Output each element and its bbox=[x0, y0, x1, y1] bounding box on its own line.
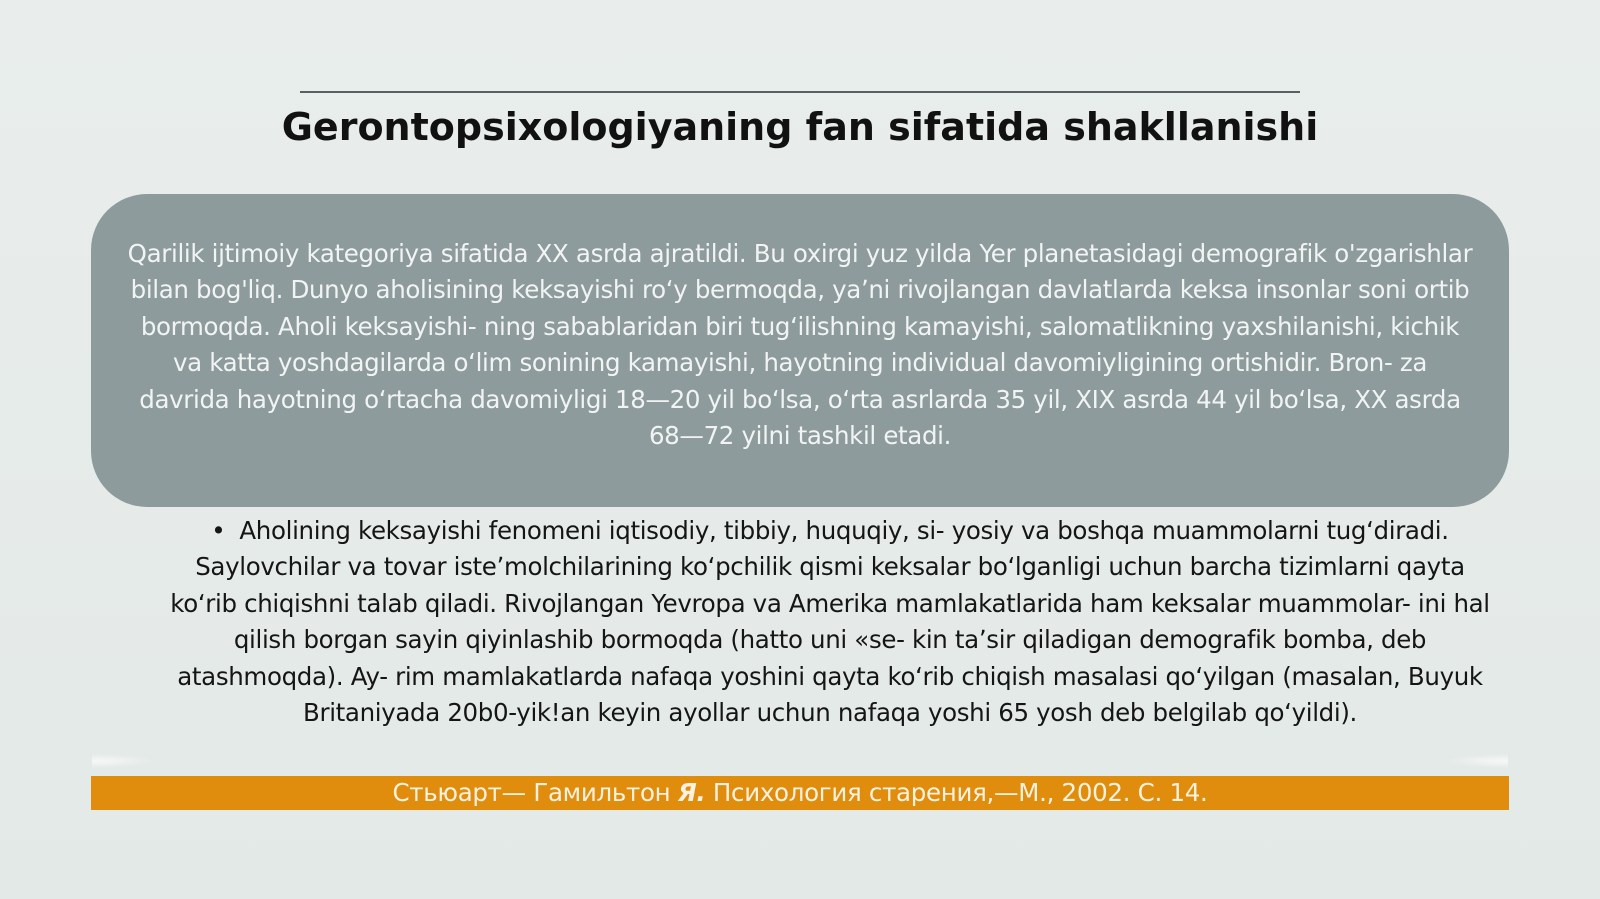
citation-initial: Я. bbox=[677, 778, 706, 807]
bullet-icon: • bbox=[211, 516, 226, 545]
citation-source: Психология старения,—М., 2002. С. 14. bbox=[705, 778, 1208, 807]
slide-title: Gerontopsixologiyaning fan sifatida shakllanishi bbox=[281, 105, 1319, 149]
bullet-text: Aholining keksayishi fenomeni iqtisodiy, tibbiy, huquqiy, si- yosiy va boshqa muammolarni tugʻdiradi. Saylovchilar va tovar isteʼmolchilarining koʻpchilik qismi keksalar boʻlganligi uchun barcha tizimlarni qayta koʻrib chiqishni talab qiladi. Rivojlangan Yevropa va Amerika mamlakatlarida ham keksalar muammolar- ini hal qilish borgan sayin qiyinlashib bormoqda (hatto uni «se- kin taʼsir qiladigan demografik bomba, deb atashmoqda). Ay- rim mamlakatlarda nafaqa yoshini qayta koʻrib chiqish masalasi qoʻyilgan (masalan, Buyuk Britaniyada 20b0-yik!an keyin ayollar uchun nafaqa yoshi 65 yosh deb belgilab qoʻyildi). bbox=[170, 516, 1490, 728]
title-divider bbox=[300, 91, 1300, 93]
quote-box-text: Qarilik ijtimoiy kategoriya sifatida XX asrda ajratildi. Bu oxirgi yuz yilda Yer planetasidagi demografik o'zgarishlar bilan bog'liq. Dunyo aholisining keksayishi roʻy bermoqda, yaʼni rivojlangan davlatlarda keksa insonlar soni ortib bormoqda. Aholi keksayishi- ning sabablaridan biri tugʻilishning kamayishi, salomatlikning yaxshilanishi, kichik va katta yoshdagilarda oʻlim sonining kamayishi, hayotning individual davomiyligining ortishidir. Bron- za davrida hayotning oʻrtacha davomiyligi 18—20 yil boʻlsa, oʻrta asrlarda 35 yil, XIX asrda 44 yil boʻlsa, XX asrda 68—72 yilni tashkil etadi. bbox=[127, 239, 1473, 451]
quote-box bbox=[91, 194, 1509, 507]
right-decoration bbox=[1448, 754, 1508, 768]
citation-author: Стьюарт— Гамильтон bbox=[392, 778, 678, 807]
citation-bar bbox=[91, 776, 1509, 810]
left-decoration bbox=[92, 754, 152, 768]
bullet-paragraph bbox=[160, 513, 1500, 731]
